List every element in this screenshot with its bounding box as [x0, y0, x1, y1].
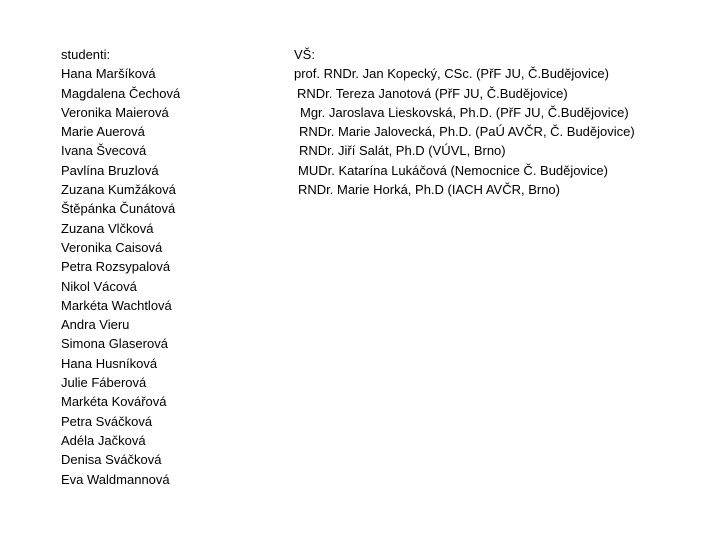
- student-name: Veronika Maierová: [61, 104, 169, 120]
- student-name: Veronika Caisová: [61, 239, 163, 255]
- student-name: Nikol Vácová: [61, 278, 137, 294]
- university-person: MUDr. Katarína Lukáčová (Nemocnice Č. Budějovice): [298, 162, 608, 178]
- university-person: RNDr. Marie Jalovecká, Ph.D. (PaÚ AVČR, Č. Budějovice): [299, 124, 635, 140]
- student-name: Ivana Švecová: [61, 143, 147, 159]
- student-name: Denisa Sváčková: [61, 452, 162, 468]
- students-column: [61, 45, 180, 489]
- student-name: Hana Husníková: [61, 355, 158, 371]
- student-name: Pavlína Bruzlová: [61, 162, 159, 178]
- university-person: RNDr. Marie Horká, Ph.D (IACH AVČR, Brno): [298, 182, 560, 198]
- student-name: Simona Glaserová: [61, 336, 168, 352]
- student-name: Zuzana Vlčková: [61, 220, 154, 236]
- student-name: Hana Maršíková: [61, 66, 156, 82]
- student-name: Eva Waldmannová: [61, 471, 170, 487]
- university-person: prof. RNDr. Jan Kopecký, CSc. (PřF JU, Č.Budějovice): [294, 66, 609, 82]
- student-name: Marie Auerová: [61, 124, 145, 140]
- universities-heading: VŠ:: [294, 47, 315, 62]
- students-heading: studenti:: [61, 47, 111, 62]
- student-name: Markéta Wachtlová: [61, 297, 172, 313]
- student-name: Petra Sváčková: [61, 413, 153, 429]
- student-name: Zuzana Kumžáková: [61, 182, 176, 198]
- student-name: Andra Vieru: [61, 317, 130, 333]
- student-name: Julie Fáberová: [61, 375, 147, 391]
- university-person: Mgr. Jaroslava Lieskovská, Ph.D. (PřF JU, Č.Budějovice): [300, 104, 629, 120]
- universities-column: [294, 45, 635, 199]
- student-name: Štěpánka Čunátová: [61, 201, 176, 217]
- student-name: Magdalena Čechová: [61, 85, 181, 101]
- student-name: Markéta Kovářová: [61, 394, 167, 410]
- university-person: RNDr. Jiří Salát, Ph.D (VÚVL, Brno): [299, 143, 506, 159]
- student-name: Petra Rozsypalová: [61, 259, 171, 275]
- student-name: Adéla Jačková: [61, 432, 146, 448]
- university-person: RNDr. Tereza Janotová (PřF JU, Č.Budějovice): [297, 85, 568, 101]
